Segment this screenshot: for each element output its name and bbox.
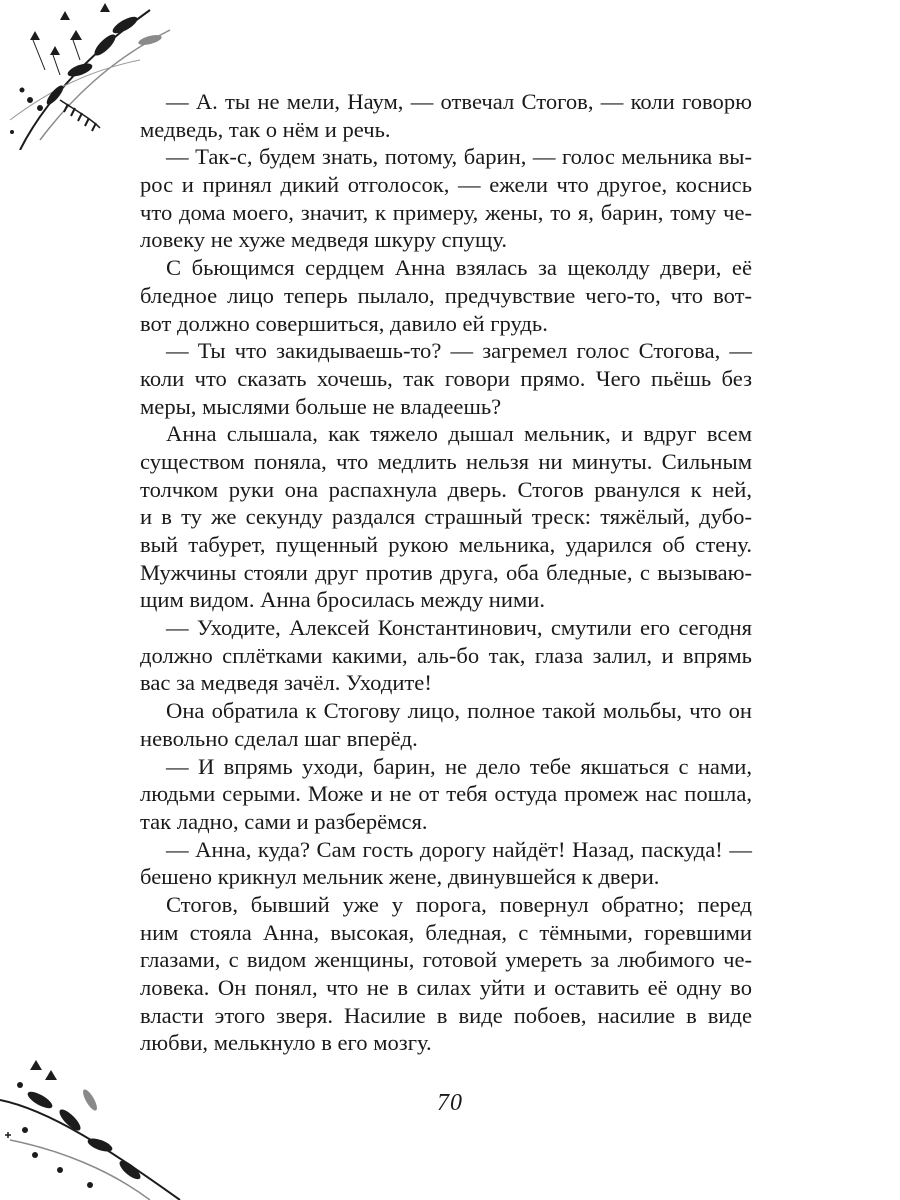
text-line: — Ты что закидываешь-то? — загремел голос Стогова, — xyxy=(166,338,752,364)
text-line: глазами, с видом женщины, готовой умереть за любимого че- xyxy=(140,947,752,973)
text-line: щим видом. Анна бросилась между ними. xyxy=(140,587,545,613)
text-line: бледное лицо теперь пылало, предчувствие чего-то, что вот- xyxy=(140,282,752,308)
text-line: Мужчины стояли друг против друга, оба бледные, с вызываю- xyxy=(140,559,752,585)
text-line: — Анна, куда? Сам гость дорогу найдёт! Назад, паскуда! — xyxy=(166,836,752,862)
text-line: — Так-с, будем знать, потому, барин, — голос мельника вы- xyxy=(166,144,752,170)
text-line: рос и принял дикий отголосок, — ежели что другое, коснись xyxy=(140,172,752,198)
floral-ornament-bottom xyxy=(0,1060,190,1200)
text-line: невольно сделал шаг вперёд. xyxy=(140,725,418,751)
text-line: так ладно, сами и разберёмся. xyxy=(140,808,428,834)
paragraph xyxy=(140,614,752,697)
paragraph xyxy=(140,254,752,337)
text-line: толчком руки она распахнула дверь. Стогов рванулся к ней, xyxy=(140,476,752,502)
text-line: ловека. Он понял, что не в силах уйти и оставить её одну во xyxy=(140,975,752,1000)
text-line: С бьющимся сердцем Анна взялась за щеколду двери, её xyxy=(166,255,752,281)
paragraph xyxy=(140,88,752,143)
text-line: что дома моего, значит, к примеру, жены, то я, барин, тому че- xyxy=(140,199,752,225)
text-line: Анна слышала, как тяжело дышал мельник, и вдруг всем xyxy=(166,421,752,447)
text-line: вас за медведя зачёл. Уходите! xyxy=(140,670,432,696)
page-number: 70 xyxy=(437,1090,463,1116)
text-line: власти этого зверя. Насилие в виде побоев, насилие в виде xyxy=(140,1002,752,1028)
text-line: любви, мелькнуло в его мозгу. xyxy=(140,1030,432,1056)
paragraph xyxy=(140,753,752,836)
text-line: Она обратила к Стогову лицо, полное такой мольбы, что он xyxy=(166,698,752,724)
paragraph xyxy=(140,337,752,420)
paragraph xyxy=(140,420,752,614)
text-line: и в ту же секунду раздался страшный треск: тяжёлый, дубо- xyxy=(140,504,752,530)
text-line: существом поняла, что медлить нельзя ни минуты. Сильным xyxy=(140,448,752,474)
text-line: бешено крикнул мельник жене, двинувшейся к двери. xyxy=(140,864,660,890)
text-line: ловеку не хуже медведя шкуру спущу. xyxy=(140,227,508,253)
text-line: ним стояла Анна, высокая, бледная, с тёмными, горевшими xyxy=(140,919,752,945)
paragraph xyxy=(140,143,752,254)
text-line: коли что сказать хочешь, так говори прямо. Чего пьёшь без xyxy=(140,365,752,391)
text-line: вый табурет, пущенный рукою мельника, ударился об стену. xyxy=(140,532,752,557)
text-line: — А. ты не мели, Наум, — отвечал Стогов, — коли говорю xyxy=(166,89,752,114)
paragraph xyxy=(140,697,752,752)
paragraph xyxy=(140,891,752,1057)
text-line: вот должно совершиться, давило ей грудь. xyxy=(140,310,548,336)
body-text xyxy=(140,88,752,1057)
text-line: меры, мыслями больше не владеешь? xyxy=(140,393,502,419)
text-line: должно сплётками какими, аль-бо так, глаза залил, и впрямь xyxy=(140,642,752,668)
text-line: — Уходите, Алексей Константинович, смутили его сегодня xyxy=(166,615,752,641)
text-line: людьми серыми. Може и не от тебя остуда промеж нас пошла, xyxy=(140,781,752,807)
text-line: — И впрямь уходи, барин, не дело тебе якшаться с нами, xyxy=(166,753,752,779)
text-line: медведь, так о нём и речь. xyxy=(140,116,391,142)
text-line: Стогов, бывший уже у порога, повернул обратно; перед xyxy=(166,891,752,917)
paragraph xyxy=(140,836,752,891)
